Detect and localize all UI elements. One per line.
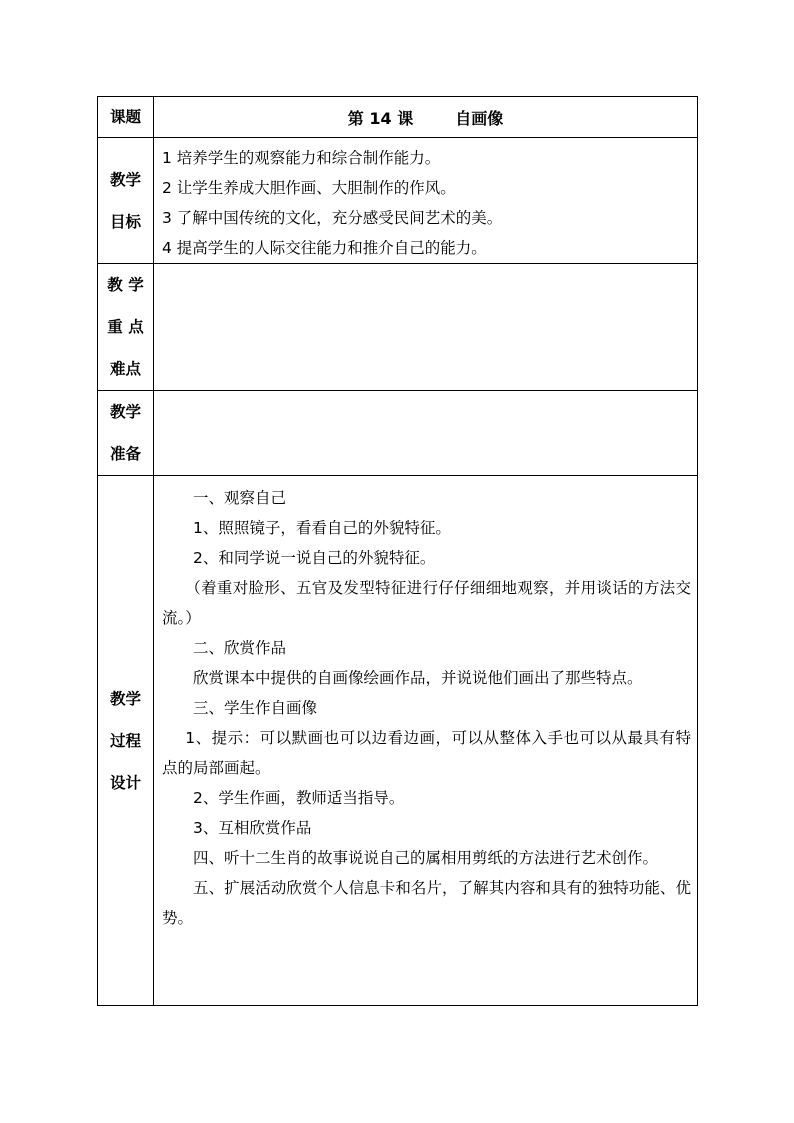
process-row [98,476,698,1006]
lesson-title: 自画像 [455,108,504,128]
lesson-number: 第 14 课 [347,108,414,128]
process-paragraph: 三、学生作自画像 [193,699,318,717]
goal-item: 3 了解中国传统的文化，充分感受民间艺术的美。 [162,209,503,227]
process-paragraph: 1、提示：可以默画也可以边看边画，可以从整体入手也可以从最具有特点的局部画起。 [162,729,691,777]
focus-label-line-2: 重 点 [107,318,144,336]
process-text [154,476,697,933]
goals-row [98,138,698,264]
lesson-plan-table [97,96,698,1006]
process-label-line-2: 过程 [109,731,141,750]
process-label-line-3: 设计 [109,773,141,792]
process-paragraph: 五、扩展活动欣赏个人信息卡和名片，了解其内容和具有的独特功能、优势。 [162,879,691,927]
goals-label-line-1: 教学 [109,170,141,189]
process-paragraph: 2、和同学说一说自己的外貌特征。 [193,549,436,567]
process-paragraph: 2、学生作画，教师适当指导。 [193,789,405,807]
goals-content-cell [154,138,698,264]
title-row [98,97,698,138]
process-content-cell [154,476,698,1006]
focus-content-cell [154,264,698,391]
goal-item: 1 培养学生的观察能力和综合制作能力。 [162,149,441,167]
process-paragraph: 一、观察自己 [193,489,287,507]
process-paragraph: （着重对脸形、五官及发型特征进行仔仔细细地观察，并用谈话的方法交流。） [162,579,691,627]
goals-list [154,138,697,263]
focus-label-line-1: 教 学 [107,276,144,294]
title-label-cell [98,97,154,138]
prep-label-line-2: 准备 [109,445,141,463]
focus-row [98,264,698,391]
process-label-line-1: 教学 [109,689,141,708]
focus-label-cell [98,264,154,391]
focus-label-line-3: 难点 [109,360,141,378]
goal-item: 2 让学生养成大胆作画、大胆制作的作风。 [162,179,456,197]
process-paragraph: 二、欣赏作品 [193,639,287,657]
process-paragraph: 1、照照镜子，看看自己的外貌特征。 [193,519,451,537]
prep-content-cell [154,391,698,476]
prep-row [98,391,698,476]
prep-label-line-1: 教学 [109,403,141,421]
process-paragraph: 3、互相欣赏作品 [193,819,312,837]
goals-label-line-2: 目标 [109,212,141,231]
lesson-title-cell [154,97,698,138]
process-label-cell [98,476,154,1006]
goals-label-cell [98,138,154,264]
process-paragraph: 欣赏课本中提供的自画像绘画作品，并说说他们画出了那些特点。 [193,669,643,687]
title-label: 课题 [109,108,141,126]
goal-item: 4 提高学生的人际交往能力和推介自己的能力。 [162,239,487,257]
process-paragraph: 四、听十二生肖的故事说说自己的属相用剪纸的方法进行艺术创作。 [193,849,659,867]
prep-label-cell [98,391,154,476]
